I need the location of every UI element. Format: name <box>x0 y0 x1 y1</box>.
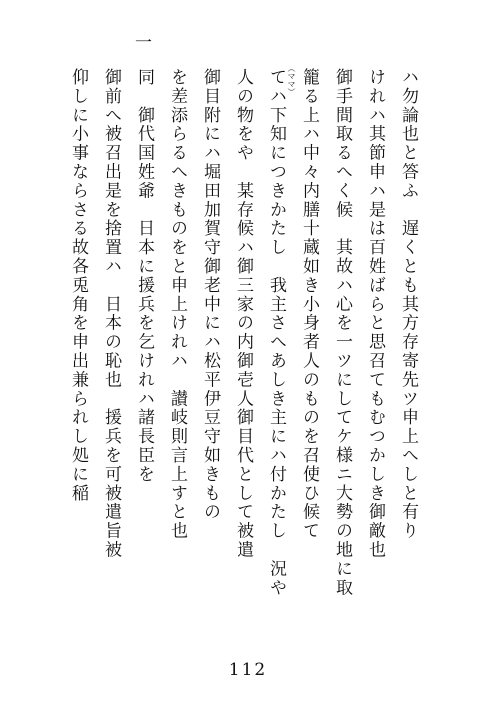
text-column-4: 籠る上ハ中々内膳十蔵如き小身者人のものを召使ひ候て <box>299 68 319 541</box>
text-column-2: けれハ其節申ハ是は百姓ばらと思召てもむつかしき御敵也 <box>365 68 385 560</box>
text-column-5: てハ下知につきかたし 我主さへあしき主にハ付かたし 況や <box>266 68 286 598</box>
text-column-6: 人の物をや 某存候ハ御三家の内御壱人御目代として被遣 <box>233 68 253 560</box>
text-column-1: ハ勿論也と答ふ 遅くとも其方存寄先ツ申上へしと有り <box>398 68 418 541</box>
ruby-annotation: （ママ） <box>287 64 296 96</box>
text-column-11: 仰しに小事ならさる故各兎角を申出兼られし処に稲 <box>68 68 88 503</box>
page-number: 112 <box>228 660 268 680</box>
text-column-7: 御目附にハ堀田加賀守御老中にハ松平伊豆守如きもの <box>200 68 220 522</box>
text-column-10: 御前へ被召出是を捨置ハ 日本の恥也 援兵を可被遣旨被 <box>101 68 121 560</box>
item-bullet-mark: 一 <box>131 33 151 50</box>
text-column-3: 御手間取るへく候 其故ハ心を一ツにしてケ様ニ大勢の地に取 <box>332 68 352 598</box>
text-column-9: 同 御代国姓爺 日本に援兵を乞けれハ諸長臣を <box>134 68 154 484</box>
text-column-8: を差添らるへきものをと申上けれハ 讃岐則言上すと也 <box>167 68 187 541</box>
